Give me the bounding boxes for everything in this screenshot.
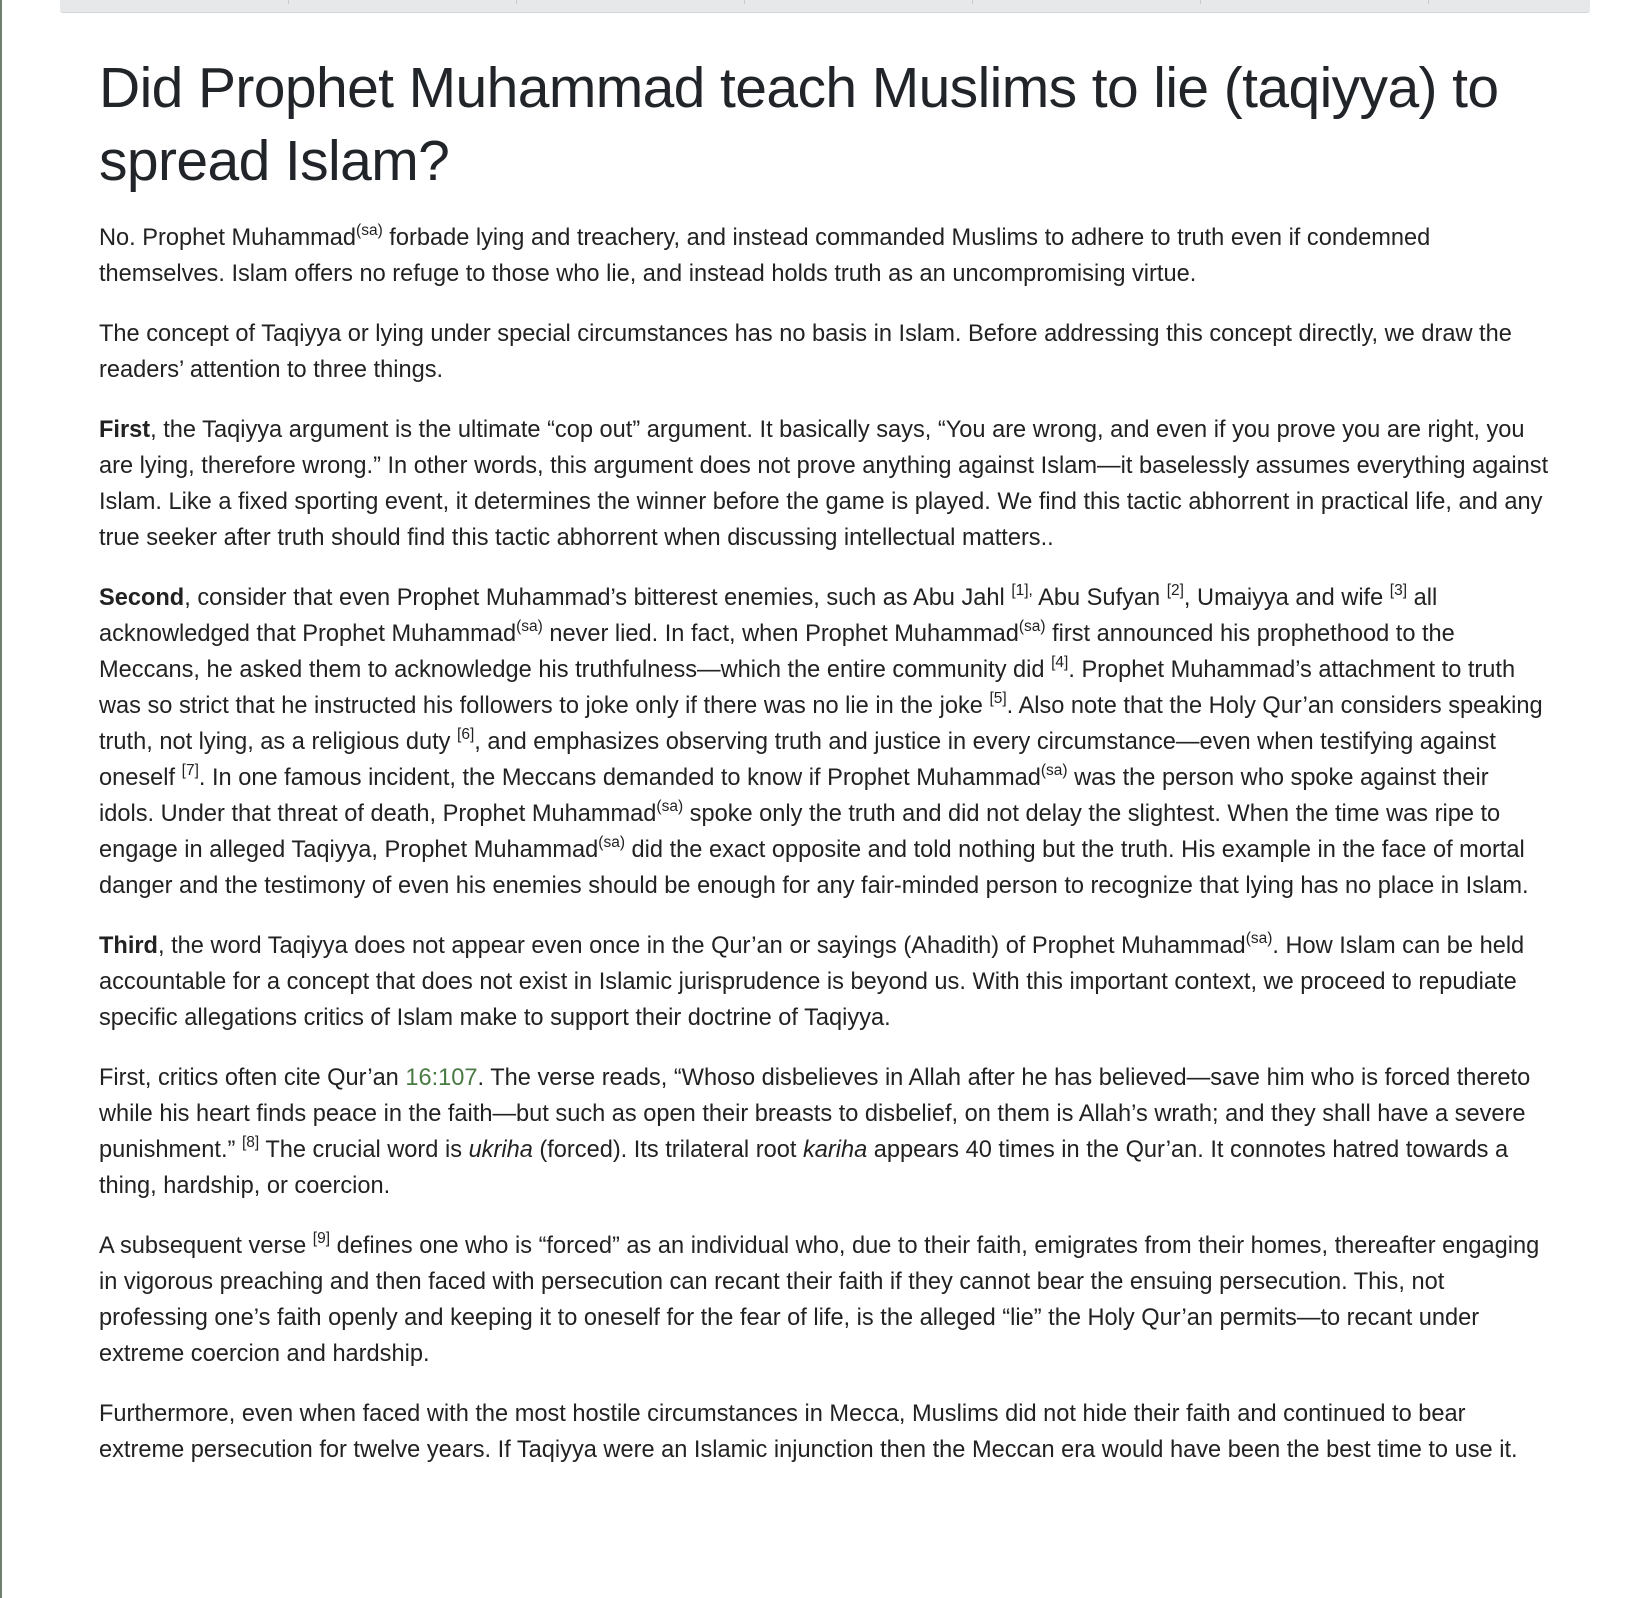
footnote-ref[interactable]: [5] <box>989 689 1007 707</box>
toolbar-divider <box>288 0 289 4</box>
paragraph-subsequent-verse: A subsequent verse [9] defines one who is “forced” as an individual who, due to their faith, emigrates from their homes, thereafter engaging in vigorous preaching and then faced with persecution can recant their faith if they cannot bear the ensuing persecution. This, not professing one’s faith openly and keeping it to oneself for the fear of life, is the alleged “lie” the Holy Qur’an permits—to recant under extreme coercion and hardship. <box>99 1229 1540 1367</box>
paragraph-intro: The concept of Taqiyya or lying under special circumstances has no basis in Islam. Before addressing this concept directly, we draw the readers’ attention to three things. <box>99 321 1512 383</box>
honorific: (sa) <box>1018 617 1046 635</box>
honorific: (sa) <box>516 617 543 635</box>
honorific: (sa) <box>598 833 625 851</box>
toolbar-divider <box>972 0 973 4</box>
paragraph-second-point: Second, consider that even Prophet Muhammad’s bitterest enemies, such as Abu Jahl $^{[1],}$ Abu Sufyan [2], Umaiyya and wife [3] all acknowledged that Prophet Muhammad$^{(sa)}$ never lied. In fact, when Prophet Muhammad$^{(sa)}$ first announced his prophethood to the Meccans, he asked them to acknowledge his truthfulness—which the entire community did [4]. Prophet Muhammad’s attachment to truth was so strict that he instructed his followers to joke only if there was no lie in the joke [5]. Also note that the Holy Qur’an considers speaking truth, not lying, as a religious duty [6], and emphasizes observing truth and justice in every circumstance—even when testifying against oneself [7]. In one famous incident, the Meccans demanded to know if Prophet Muhammad$^{(sa)}$ was the person who spoke against their idols. Under that threat of death, Prophet Muhammad$^{(sa)}$ spoke only the truth and did not delay the slightest. When the time was ripe to engage in alleged Taqiyya, Prophet Muhammad$^{(sa)}$ did the exact opposite and told nothing but the truth. His example in the face of mortal danger and the testimony of even his enemies should be enough for any fair-minded person to recognize that lying has no place in Islam. <box>99 581 1543 899</box>
paragraph-third-point: Third, the word Taqiyya does not appear even once in the Qur’an or sayings (Ahadith) of Prophet Muhammad$^{(sa)}$. How Islam can be held accountable for a concept that does not exist in Islamic jurisprudence is beyond us. With this important context, we proceed to repudiate specific allegations critics of Islam make to support their doctrine of Taqiyya. <box>99 929 1525 1031</box>
toolbar-divider <box>744 0 745 4</box>
footnote-ref[interactable]: [1], <box>1011 581 1033 599</box>
paragraph-meccan-era: Furthermore, even when faced with the most hostile circumstances in Mecca, Muslims did not hide their faith and continued to bear extreme persecution for twelve years. If Taqiyya were an Islamic injunction then the Meccan era would have been the best time to use it. <box>99 1401 1518 1463</box>
footnote-ref[interactable]: [4] <box>1051 653 1069 671</box>
honorific: (sa) <box>1245 929 1273 947</box>
toolbar-divider <box>1428 0 1429 4</box>
footnote-ref[interactable]: [8] <box>241 1133 260 1151</box>
honorific: (sa) <box>356 221 383 239</box>
paragraph-answer: No. Prophet Muhammad$^{(sa)}$ forbade lying and treachery, and instead commanded Muslims to adhere to truth even if condemned themselves. Islam offers no refuge to those who lie, and instead holds truth as an uncompromising virtue. <box>99 221 1431 287</box>
page-left-border <box>0 0 2 1598</box>
footnote-ref[interactable]: [2] <box>1166 581 1184 599</box>
footnote-ref[interactable]: [9] <box>312 1229 331 1247</box>
honorific: (sa) <box>656 797 684 815</box>
lead-word: Third <box>99 933 158 959</box>
paragraph-verse-16-107: First, critics often cite Qur’an 16:107. The verse reads, “Whoso disbelieves in Allah after he has believed—save him who is forced thereto while his heart finds peace in the faith—but such as open their breasts to disbelief, on them is Allah’s wrath; and they shall have a severe punishment.” [8] The crucial word is ukriha (forced). Its trilateral root kariha appears 40 times in the Qur’an. It connotes hatred towards a thing, hardship, or coercion. <box>99 1065 1531 1199</box>
article <box>99 52 1549 1492</box>
honorific: (sa) <box>1040 761 1068 779</box>
paragraph-first-point: First, the Taqiyya argument is the ultimate “cop out” argument. It basically says, “You are wrong, and even if you prove you are right, you are lying, therefore wrong.” In other words, this argument does not prove anything against Islam—it baselessly assumes everything against Islam. Like a fixed sporting event, it determines the winner before the game is played. We find this tactic abhorrent in practical life, and any true seeker after truth should find this tactic abhorrent when discussing intellectual matters.. <box>99 417 1549 551</box>
footnote-ref[interactable]: [6] <box>457 725 475 743</box>
footnote-ref[interactable]: [7] <box>181 761 199 779</box>
toolbar-divider <box>1200 0 1201 4</box>
footnote-ref[interactable]: [3] <box>1389 581 1408 599</box>
lead-word: Second <box>99 585 185 611</box>
article-title: Did Prophet Muhammad teach Muslims to lie (taqiyya) to spread Islam? <box>99 56 1499 193</box>
toolbar-divider <box>516 0 517 4</box>
lead-word: First <box>99 417 151 443</box>
arabic-term: ukriha <box>468 1137 533 1163</box>
top-toolbar-strip <box>60 0 1590 13</box>
arabic-term: kariha <box>802 1137 868 1163</box>
verse-link[interactable]: 16:107 <box>405 1065 478 1091</box>
